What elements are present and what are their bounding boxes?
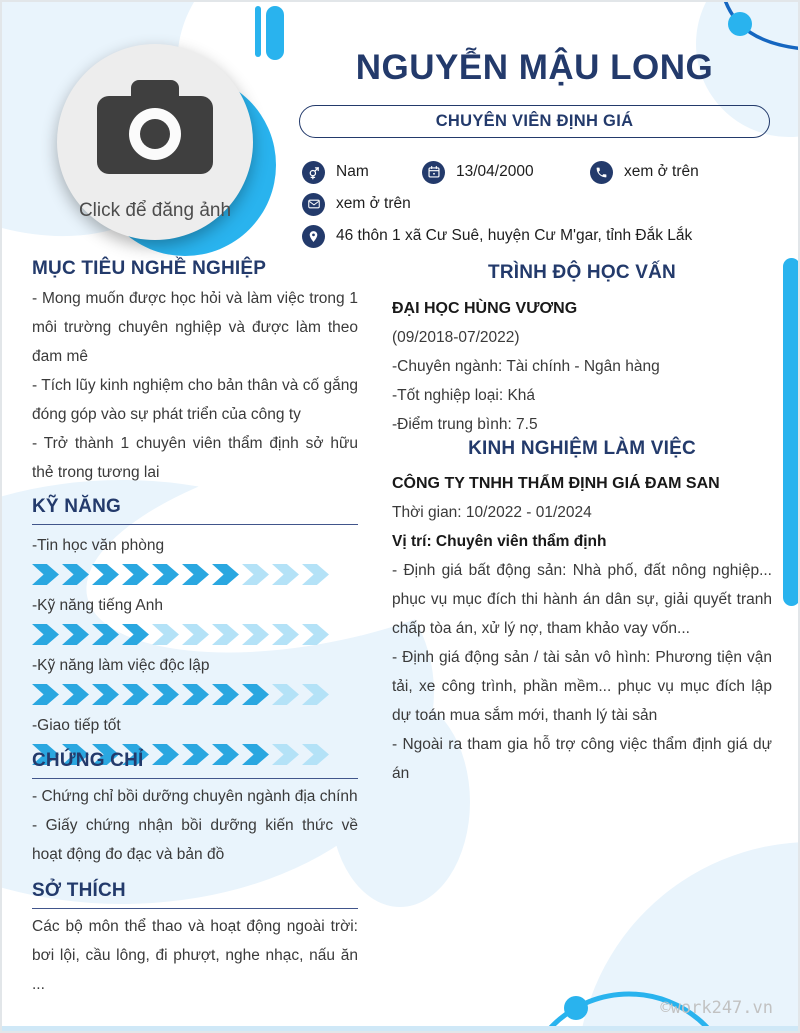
arrow-icon [62,564,89,585]
arrow-icon [122,564,149,585]
arrow-icon [32,684,59,705]
experience-company: CÔNG TY TNHH THẨM ĐỊNH GIÁ ĐAM SAN [392,475,720,492]
contact-address [302,224,692,248]
email-value: xem ở trên [336,195,411,212]
arrow-icon [152,564,179,585]
arrow-icon [182,624,209,645]
education-lines [392,323,772,439]
experience-period: Thời gian: 10/2022 - 01/2024 [392,504,592,521]
skills-rule [32,524,358,525]
arrow-icon [32,564,59,585]
contact-phone [590,160,699,184]
education-line: (09/2018-07/2022) [392,329,520,346]
education-school: ĐẠI HỌC HÙNG VƯƠNG [392,300,578,317]
arrow-icon [152,684,179,705]
location-pin-icon [302,225,325,248]
arrow-icon [212,624,239,645]
experience-bullets [392,556,772,788]
objective-list [32,284,358,487]
section-skills [32,496,358,765]
gender-icon [302,161,325,184]
skill-level-arrows [32,684,358,705]
section-objective [32,258,358,487]
calendar-icon [422,161,445,184]
education-line: -Tốt nghiệp loại: Khá [392,387,536,404]
section-experience [392,438,772,788]
section-hobbies [32,880,358,999]
section-certificates [32,750,358,869]
mail-icon [302,193,325,216]
contact-dob [422,160,534,184]
phone-value: xem ở trên [624,163,699,180]
certificates-rule [32,778,358,779]
hobbies-text: Các bộ môn thể thao và hoạt động ngoài trời: bơi lội, cầu lông, đi phượt, nghe nhạc, nấu ăn ... [32,918,358,993]
objective-item: - Mong muốn được học hỏi và làm việc trong 1 môi trường chuyên nghiệp và được làm theo đam mê [32,290,358,365]
certificates-heading: CHỨNG CHỈ [32,750,144,771]
arrow-icon [272,564,299,585]
education-heading: TRÌNH ĐỘ HỌC VẤN [488,262,676,283]
experience-bullet: - Ngoài ra tham gia hỗ trợ công việc thẩm định giá dự án [392,736,772,782]
arrow-icon [302,564,329,585]
objective-heading: MỤC TIÊU NGHỀ NGHIỆP [32,258,267,279]
dob-value: 13/04/2000 [456,163,534,180]
skill-label: -Giao tiếp tốt [32,717,121,734]
watermark: ©work247.vn [660,998,773,1018]
arrow-icon [212,684,239,705]
contact-email [302,192,411,216]
certificates-list [32,782,358,869]
arrow-icon [242,624,269,645]
skills-list [32,534,358,765]
skill-level-arrows [32,624,358,645]
hobbies-rule [32,908,358,909]
education-line: -Điểm trung bình: 7.5 [392,416,538,433]
experience-bullet: - Định giá động sản / tài sản vô hình: Phương tiện vận tải, xe công trình, phần mềm... phục vụ mục đích lập dự toán mua sắm mới, thanh lý tài sản [392,649,772,724]
certificate-item: - Chứng chỉ bồi dưỡng chuyên ngành địa chính [32,788,358,805]
arrow-icon [152,624,179,645]
arrow-icon [302,624,329,645]
phone-icon [590,161,613,184]
top-accent-bar-wide [266,6,284,60]
experience-position: Vị trí: Chuyên viên thẩm định [392,533,607,550]
arrow-icon [62,624,89,645]
arrow-icon [182,564,209,585]
arrow-icon [92,624,119,645]
candidate-name: NGUYỄN MẬU LONG [355,48,714,87]
arrow-icon [272,624,299,645]
education-line: -Chuyên ngành: Tài chính - Ngân hàng [392,358,660,375]
experience-bullet: - Định giá bất động sản: Nhà phố, đất nông nghiệp... phục vụ mục đích thi hành án dân sự, giải quyết tranh chấp tòa án, xử lý nợ, tham khảo vay vốn... [392,562,772,637]
bottom-edge-strip [2,1026,798,1031]
certificate-item: - Giấy chứng nhận bồi dưỡng kiến thức về hoạt động đo đạc và bản đồ [32,817,358,863]
job-title: CHUYÊN VIÊN ĐỊNH GIÁ [435,112,634,130]
address-value: 46 thôn 1 xã Cư Suê, huyện Cư M'gar, tỉnh Đắk Lắk [336,227,693,244]
top-accent-bar-thin [255,6,261,57]
arrow-icon [122,624,149,645]
arrow-icon [242,684,269,705]
gender-value: Nam [336,163,369,180]
job-title-pill [299,105,770,138]
arrow-icon [242,564,269,585]
skills-heading: KỸ NĂNG [32,496,122,517]
photo-upload-button[interactable] [57,44,253,240]
arrow-icon [122,684,149,705]
skill-label: -Kỹ năng làm việc độc lập [32,657,210,674]
arrow-icon [272,684,299,705]
skill-label: -Tin học văn phòng [32,537,165,554]
camera-icon [94,76,216,176]
objective-item: - Tích lũy kinh nghiệm cho bản thân và cố gắng đóng góp vào sự phát triển của công ty [32,377,358,423]
arrow-icon [92,564,119,585]
section-education [392,262,772,439]
hobbies-heading: SỞ THÍCH [32,880,126,901]
arrow-icon [32,624,59,645]
arrow-icon [302,684,329,705]
contact-gender [302,160,369,184]
arrow-icon [212,564,239,585]
right-accent-bar [783,258,800,606]
arrow-icon [62,684,89,705]
skill-label: -Kỹ năng tiếng Anh [32,597,163,614]
photo-upload-label: Click để đăng ảnh [78,200,232,221]
skill-level-arrows [32,564,358,585]
objective-item: - Trở thành 1 chuyên viên thẩm định sở hữu thẻ trong tương lai [32,435,358,481]
arrow-icon [182,684,209,705]
arrow-icon [92,684,119,705]
experience-heading: KINH NGHIỆM LÀM VIỆC [468,438,696,459]
